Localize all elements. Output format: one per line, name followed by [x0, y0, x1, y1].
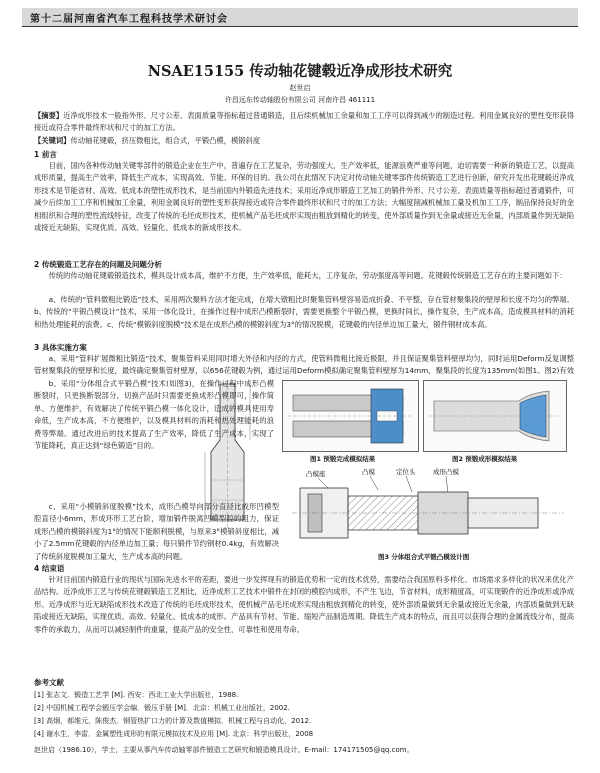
conclusion-paragraph: 针对目前国内锻造行业的现状与国际先进水平的差距，要进一步发挥现有的锻造优势和一定的技术优势，需要结合我国原料多样化、市场需求多样化的状况来优化产品结构。近净成形工艺与传统花键毂锻造工艺相比，近净成形工艺技术中锻件在封闭的模腔内成形，不产生飞边，节省材料，成形精度高，可实现锻件的近净成形或净成形。近净成形与近无缺陷成形技术改造了传统的毛坯成形技术，使机械产品毛坯成形实现由粗放到精化的转变，使外部质量做到无余量或接近无余量，内部质量做到无缺陷或接近无缺陷，实现优质、高效、轻量化、低成本的成形。产品具有节材、节能、缩短产品制造周期、降低生产成本的特点，而且可以获得合理的金属流线分布，提高零件的承载力，从而可以减轻制件的重量，提高产品的安全性、可靠性和使用寿命。 — [34, 575, 574, 634]
figure-3-caption: 图3 分体组合式平锻凸模设计图 — [378, 553, 470, 561]
affiliation: 许昌远东传动轴股份有限公司 河南许昌 461111 — [224, 96, 376, 104]
section-2-intro: 传统的传动轴花键毂锻造技术，模具设计成本高，维护不方便，生产效率低，能耗大，工序复杂，劳动强度高等问题。花键毂传统锻造工艺存在的主要问题如下： — [48, 271, 567, 280]
intro-paragraph: 目前，国内各种传动轴关键零部件的锻造企业在生产中，普遍存在工艺复杂，劳动强度大，生产效率低，能源浪费严重等问题，迫切需要一种新的锻造工艺，以提高成形质量，提高生产效率，降低生产成本，实现高效、节能、环保的目的。我公司在此情况下决定对传动轴关键零部件传统锻造工艺进行创新，研究开发出花键毂近净成形技术是节能省材、高效、低成本的塑性成形技术，是当前国内外锻造先进技术；采用近净成形锻造工艺加工的锻件外形、尺寸公差、表面质量等指标超过普通锻件，可减少后续加工工序和机械加工余量，利用金属良好的塑性变形获得接近或符合零件最终形状和尺寸的加工方法；大幅度削减机械加工量及机加工工序，制品保持良好的金相组织和合理的塑性流线特征，改变了传统的毛坯成形技术，使机械产品毛坯成形实现由粗放到精化的转变，使外部质量作到无余量或接近无余量，内部质量作到无缺陷或接近无缺陷，实现优质、高效、轻量化、低成本的新成形技术。 — [34, 161, 574, 233]
author-info: 赵世启（1986.10），学士，主要从事汽车传动轴零部件锻造工艺研究和锻造模具设计。E-mail：174171505@qq.com。 — [34, 746, 414, 754]
abstract — [34, 110, 574, 136]
section-2-problems: a、传统的“管料微粗比锻造”技术，采用两次聚料方法才能完成，在增大镦粗比时聚集管料壁容易造成折叠、不平整，存在管材聚集段的壁厚和长度不均匀的弊端。b、传统的“平锻凸模设计”技术，采用一体化设计，在操作过程中成形凸模断裂时，需要更换整个平锻凸模，更换时间长，操作复杂，生产成本高，造成模具材料的消耗和热处理能耗的浪费。c、传统“模锻斜度脱模”技术是在成形凸模的模锻斜度为3°的情况脱模，花键毂的内径单边加工量大，锻件钢材成本高。 — [34, 295, 574, 329]
figure-3-drawing — [288, 466, 568, 550]
abstract-text: 近净成形技术一般指外形、尺寸公差、表面质量等指标超过普通锻造，且后续机械加工余量和加工工序可以得到减少的制造过程。利用金属良好的塑性变形获得接近或符合零件最终形状和尺寸的加工方法。 — [34, 111, 574, 133]
section-1-title: 1 前言 — [34, 150, 57, 159]
section-4-title: 4 结束语 — [34, 564, 65, 573]
reference-item: [1] 张志文．锻造工艺学 [M]. 西安：西北工业大学出版社，1988. — [34, 691, 239, 699]
section-3-item-b: b、采用“分体组合式平锻凸模”技术(如图3)，在操作过程中成形凸模断裂时，只更换断裂部分，切换产品时只需要更换成形凸模即可，操作简单、方便维护，有效解决了传统平锻凸模一体化设计，造成的模具使用寿命低，生产成本高，不方便维护，以及模具材料的消耗和热处理能耗的浪费等弊端。通过改进后的技术提高了生产效率，降低了生产成本，实现了节能降耗，真正达到“绿色锻造”目的。 — [34, 379, 274, 451]
figure-3-label-3: 定位头 — [396, 468, 416, 476]
figure-2-caption: 图2 预锻成形模拟结果 — [452, 455, 518, 463]
figure-3-label-1: 凸模座 — [306, 470, 326, 478]
figure-3-label-2: 凸模 — [362, 468, 375, 476]
keywords-text: 传动轴花键毂，挤压微粗比，组合式，平锻凸模，模锻斜度 — [70, 136, 261, 145]
keywords-label: 【关键词】 — [34, 136, 71, 145]
keywords — [34, 135, 574, 148]
section-2-title: 2 传统锻造工艺存在的问题及问题分析 — [34, 260, 162, 269]
author: 赵世启 — [289, 84, 311, 92]
figure-1-image — [282, 380, 419, 452]
reference-item: [4] 谢水生，李雷．金属塑性成形的有限元模拟技术及应用 [M]. 北京：科学出版社，2008 — [34, 730, 314, 738]
header-text: 第十二届河南省汽车工程科技学术研讨会 — [30, 14, 228, 25]
figure-2-image — [423, 380, 567, 452]
figure-3-label-4: 成形凸模 — [433, 468, 459, 476]
section-3-item-a-text: a、采用“管料扩展微粗比锻造”技术，聚集管料采用同时增大外径和内径的方式，使管料微粗比接近极限，并且保证聚集管料壁厚均匀，同时运用Deform反复调整管材聚集段的壁厚和长度，最终确定聚集管材壁厚，以656花键毂为例，通过运用Deform模拟确定聚集管料壁厚为14mm，聚集段的长度为135mm(如图1、图2)有效 — [34, 354, 574, 376]
section-3-title: 3 具体实施方案 — [34, 343, 87, 352]
reference-item: [3] 高炯，郝维元，陈俊杰．钢管热扩口力的计算及数值模拟．机械工程与自动化，2012. — [34, 717, 312, 725]
reference-item: [2] 中国机械工程学会锻压学会编．锻压手册 [M]．北京：机械工业出版社，2002. — [34, 704, 290, 712]
references-title: 参考文献 — [34, 678, 64, 687]
figure-1-caption: 图1 预锻完成模拟结果 — [310, 455, 376, 463]
abstract-label: 【摘要】 — [34, 111, 64, 120]
section-3-item-c: c、采用“小模锻斜度脱模”技术，成形凸模导向部分直径比成形凹模型腔直径小6mm，形成环形工艺台阶，增加锻件脱离凹模型腔的阻力，保证成形凸模的模锻斜度为1°的情况下能顺利脱模，与原来3°模锻斜度相比，减小了2.5mm花键毂的内径单边加工量；每只锻件节约钢材0.4kg，有效解决了传统斜度脱模加工量大，生产成本高的问题。 — [34, 502, 279, 561]
paper-title: NSAE15155 传动轴花键毂近净成形技术研究 — [147, 63, 453, 80]
section-3-item-a — [34, 353, 574, 378]
